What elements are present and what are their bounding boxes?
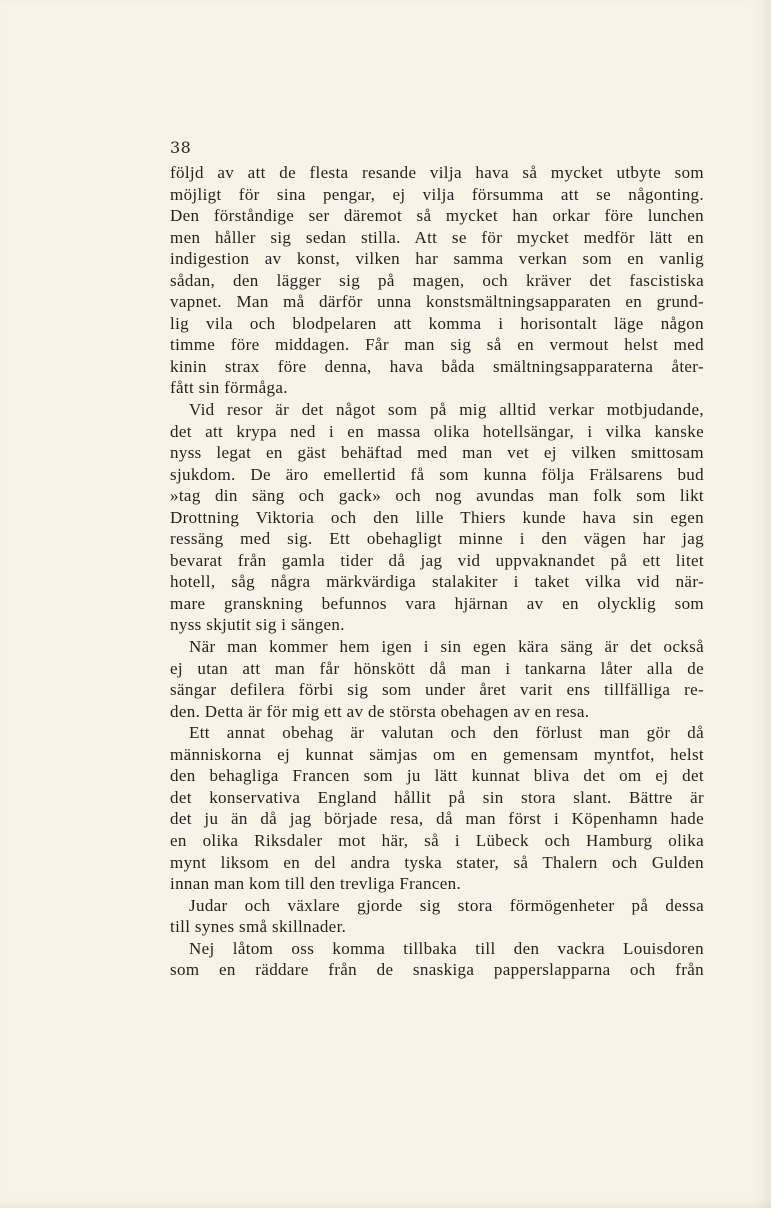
text-line: timme före middagen. Får man sig så en vermout helst med <box>170 335 704 355</box>
text-line: När man kommer hem igen i sin egen kära säng är det också <box>189 637 704 657</box>
text-line: det ju än då jag började resa, då man först i Köpenhamn hade <box>170 809 704 829</box>
text-line: vapnet. Man må därför unna konstsmältningsapparaten en grund- <box>170 292 704 312</box>
text-line: sängar defilera förbi sig som under året varit ens tillfälliga re- <box>170 680 704 700</box>
body-text <box>170 162 704 981</box>
text-line: mare granskning befunnos vara hjärnan av en olycklig som <box>170 593 704 613</box>
text-line: bevarat från gamla tider då jag vid uppvaknandet på ett litet <box>170 550 704 570</box>
text-line: hotell, såg några märkvärdiga stalakiter i taket vilka vid när- <box>170 572 704 592</box>
text-line: Nej låtom oss komma tillbaka till den vackra Louisdoren <box>189 938 704 958</box>
text-line: fått sin förmåga. <box>170 378 288 398</box>
text-line: nyss legat en gäst behäftad med man vet ej vilken smittosam <box>170 443 704 463</box>
text-line: mynt liksom en del andra tyska stater, så Thalern och Gulden <box>170 852 704 872</box>
text-line: ej utan att man får hönskött då man i tankarna låter alla de <box>170 658 704 678</box>
text-line: sådan, den lägger sig på magen, och kräver det fascistiska <box>170 270 704 290</box>
text-line: följd av att de flesta resande vilja hava så mycket utbyte som <box>170 163 704 182</box>
text-line: en olika Riksdaler mot här, så i Lübeck och Hamburg olika <box>170 830 704 850</box>
text-line: Vid resor är det något som på mig alltid verkar motbjudande, <box>189 400 704 420</box>
text-line: den. Detta är för mig ett av de största obehagen av en resa. <box>170 701 590 721</box>
page-number: 38 <box>170 138 192 157</box>
text-line: till synes små skillnader. <box>170 917 347 937</box>
text-line: som en räddare från de snaskiga papperslapparna och från <box>170 960 704 980</box>
text-line: kinin strax före denna, hava båda smältningsapparaterna åter- <box>170 356 704 376</box>
text-line: Drottning Viktoria och den lille Thiers kunde hava sin egen <box>170 507 704 527</box>
text-line: Judar och växlare gjorde sig stora förmögenheter på dessa <box>189 895 704 915</box>
text-line: lig vila och blodpelaren att komma i horisontalt läge någon <box>170 313 704 333</box>
text-line: det konservativa England hållit på sin stora slant. Bättre är <box>170 787 704 807</box>
text-line: människorna ej kunnat sämjas om en gemensam myntfot, helst <box>170 744 704 764</box>
text-line: möjligt för sina pengar, ej vilja försumma att se någonting. <box>170 184 704 204</box>
text-line: den behagliga Francen som ju lätt kunnat bliva det om ej det <box>170 766 704 786</box>
text-line: det att krypa ned i en massa olika hotellsängar, i vilka kanske <box>170 421 704 441</box>
text-line: nyss skjutit sig i sängen. <box>170 615 345 635</box>
text-line: indigestion av konst, vilken har samma verkan som en vanlig <box>170 249 704 269</box>
text-line: »tag din säng och gack» och nog avundas man folk som likt <box>170 486 704 506</box>
text-line: sjukdom. De äro emellertid få som kunna följa Frälsarens bud <box>170 464 704 484</box>
text-line: ressäng med sig. Ett obehagligt minne i den vägen har jag <box>170 529 704 549</box>
text-line: men håller sig sedan stilla. Att se för mycket medför lätt en <box>170 227 704 247</box>
text-line: Ett annat obehag är valutan och den förlust man gör då <box>189 723 704 743</box>
text-line: innan man kom till den trevliga Francen. <box>170 874 462 894</box>
text-line: Den förståndige ser däremot så mycket han orkar före lunchen <box>170 206 704 226</box>
